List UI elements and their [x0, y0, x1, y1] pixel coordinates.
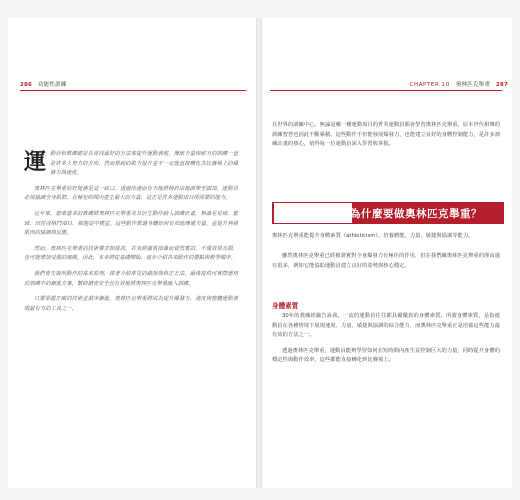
paragraph: 運動員和教練總是在尋找最好的方法來提升運動表現，傳統力量與耐力的訓練一直是許多人努力的方向，然而單純的肌力提升並不一定能直接轉化為比賽場上的爆發力與速度。 [24, 149, 238, 177]
right-header-rule [270, 90, 502, 91]
subheading: 身體素質 [272, 302, 299, 310]
chapter-label: CHAPTER 10 [409, 82, 450, 88]
left-running-head [20, 80, 66, 88]
section-heading: 為什麼要做奧林匹克舉重？ [350, 208, 482, 220]
paragraph: 奧林匹克舉重恰好能補足這一缺口。透過快速而有力地將槓鈴由地面舉至頭頂，運動員必須協調全身肌群、在極短時間內產生最大的力量，這正是許多運動項目所需要的能力。 [24, 185, 238, 202]
paragraph: 只要掌握正確的技術並循序漸進，奧林匹克舉重將成為提升爆發力、速度與整體運動表現最有力的工具之一。 [24, 296, 238, 312]
paragraph: 在世界的訓練中心，無論是哪一種運動項目的菁英運動員都會學習奧林匹克舉重，原本世代相傳的訓練智慧也因此不斷累積。這些動作不但能發展爆發力，也能建立良好的身體控制能力，是許多訓練計畫的核心，值得每一位運動員深入學習與掌握。 [272, 122, 500, 148]
paragraph: 近年來，愈來愈多的教練將奧林匹克舉重及其衍生動作納入訓練計畫，無論是足球、籃球、田徑或格鬥項目，都能從中獲益。這些動作教導身體如何有效地傳遞力量，並提升神經肌肉的協調與反應。 [24, 210, 238, 237]
definition-text: 奧林匹克舉重能提升身體素質（athleticism），培養體能、力量、敏捷與協調等能力。 [272, 233, 474, 239]
dropcap: 運 [24, 149, 47, 175]
right-intro-text [272, 121, 500, 156]
right-running-title: 奧林匹克舉重 [455, 82, 491, 88]
right-running-head [410, 80, 508, 88]
paragraph: 30年的教練經驗告訴我，一流的運動員往往都具備優異的身體素質。所謂身體素質，是指運動員在各種情境下展現速度、力量、敏捷與協調的綜合能力，而奧林匹克舉重正是培養這些能力最有效的方法之一。 [272, 313, 500, 339]
paragraph: 透過奧林匹克舉重，運動員能夠學習如何在短時間內產生並控制巨大的力量，同時提升身體的穩定性與動作效率，這些都能直接轉化到比賽場上。 [272, 347, 500, 364]
right-body-text [272, 252, 500, 277]
right-body-text-2 [272, 312, 500, 372]
section-banner [272, 202, 504, 228]
paragraph: 雖然奧林匹克舉重已經被證實對全身爆發力有極佳的作用，但在我們練奧林匹克舉重的理由還有很多，例如它能協助運動員建立良好的姿勢與核心穩定。 [272, 253, 500, 269]
paragraph: 我們會先說明動作的基本原理，接著介紹常見的錯誤與修正方法，最後提供可實際運用於訓練中的漸進方案，幫助讀者安全且有效地將奧林匹克舉重融入訓練。 [24, 270, 238, 287]
paragraph: 然而，奧林匹克舉重的技術要求相當高，若未經適當指導而貿然嘗試，不僅效果有限，也可能增加受傷的風險。因此，本章將從基礎開始，逐步介紹各項動作的要點與教學順序。 [24, 245, 238, 262]
left-header-rule [20, 90, 246, 91]
left-running-title: 功能性訓練 [37, 82, 67, 88]
right-page-number: 287 [495, 82, 508, 88]
left-page-number: 286 [20, 82, 33, 88]
left-body-text [24, 150, 238, 320]
